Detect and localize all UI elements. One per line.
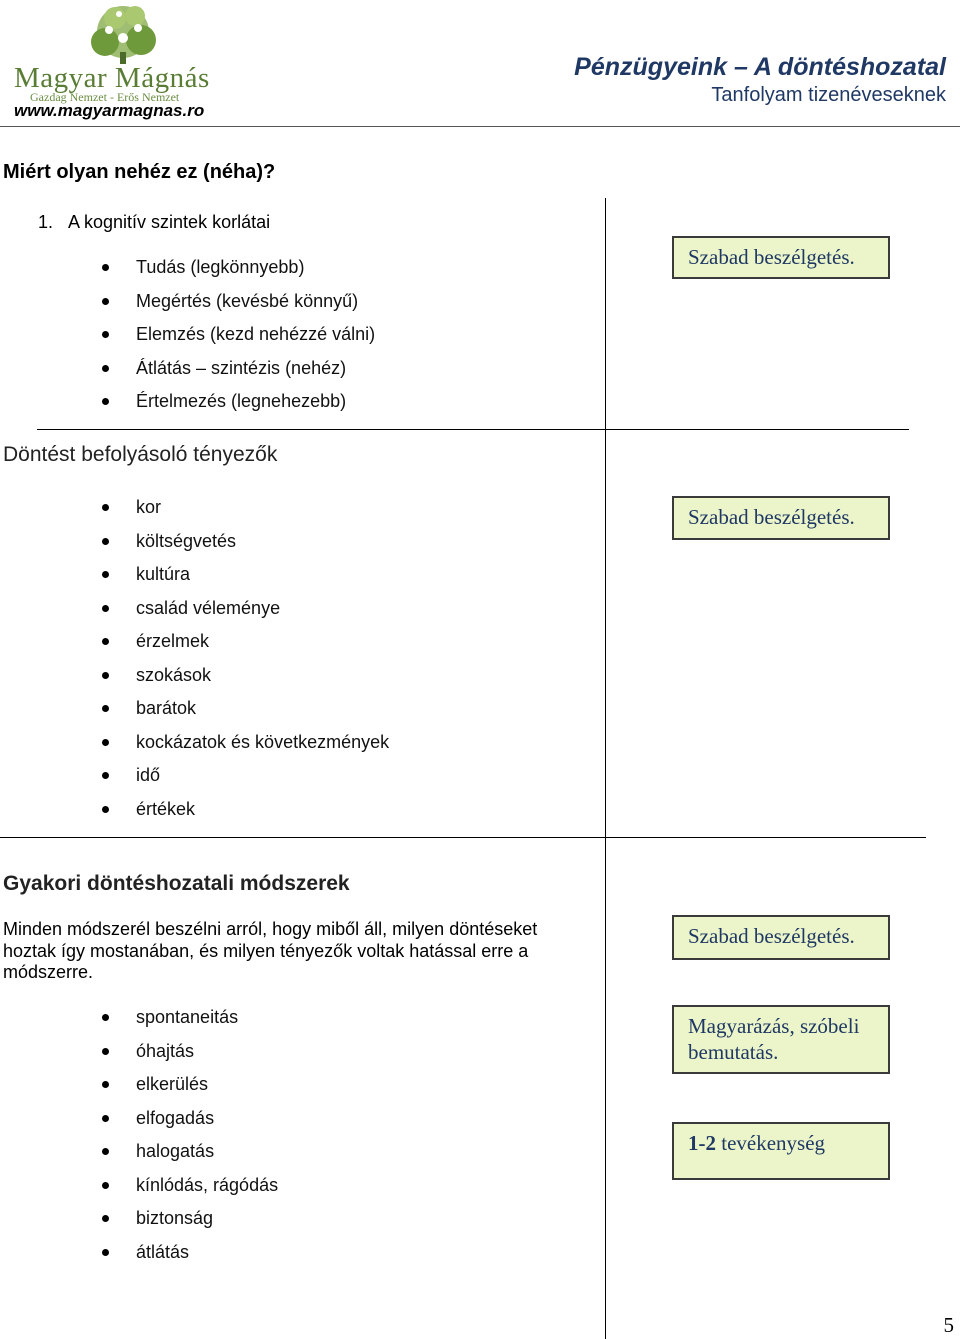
list-item: idő bbox=[0, 765, 389, 799]
list-item: Értelmezés (legnehezebb) bbox=[0, 391, 375, 425]
list-item: Elemzés (kezd nehézzé válni) bbox=[0, 324, 375, 358]
column-divider-3 bbox=[605, 838, 606, 1339]
section-divider-1 bbox=[37, 429, 909, 430]
list-item: szokások bbox=[0, 665, 389, 699]
list-item: érzelmek bbox=[0, 631, 389, 665]
list-item: átlátás bbox=[0, 1242, 278, 1276]
list-item: halogatás bbox=[0, 1141, 278, 1175]
cognitive-levels-list bbox=[0, 257, 375, 425]
list-item: értékek bbox=[0, 799, 389, 833]
decision-methods-list bbox=[0, 1007, 278, 1275]
section1-heading: Miért olyan nehéz ez (néha)? bbox=[3, 161, 276, 183]
note-box-explanation: Magyarázás, szóbeli bemutatás. bbox=[672, 1005, 890, 1074]
activity-count-number: 1-2 bbox=[688, 1131, 716, 1155]
logo-title: Magyar Mágnás bbox=[14, 62, 210, 94]
item-number: 1. bbox=[38, 212, 54, 232]
list-item: kor bbox=[0, 497, 389, 531]
list-item: kínlódás, rágódás bbox=[0, 1175, 278, 1209]
activity-count: 1-2 tevékenység bbox=[688, 1131, 826, 1155]
list-item: kockázatok és következmények bbox=[0, 732, 389, 766]
list-item: barátok bbox=[0, 698, 389, 732]
numbered-item bbox=[38, 212, 270, 233]
document-title: Pénzügyeink – A döntéshozatal bbox=[574, 53, 946, 81]
header-divider bbox=[0, 126, 960, 127]
section3-paragraph: Minden módszerél beszélni arról, hogy miből áll, milyen döntéseket hoztak így mostanában, és milyen tényezők voltak hatással erre a módszerre. bbox=[3, 919, 538, 982]
list-item: kultúra bbox=[0, 564, 389, 598]
note-box-free-discussion-2: Szabad beszélgetés. bbox=[672, 496, 890, 540]
section-divider-2 bbox=[0, 837, 926, 838]
note-box-activity bbox=[672, 1122, 890, 1180]
list-item: Tudás (legkönnyebb) bbox=[0, 257, 375, 291]
list-item: Megértés (kevésbé könnyű) bbox=[0, 291, 375, 325]
list-item: elfogadás bbox=[0, 1108, 278, 1142]
list-item: család véleménye bbox=[0, 598, 389, 632]
list-item: költségvetés bbox=[0, 531, 389, 565]
list-item: Átlátás – szintézis (nehéz) bbox=[0, 358, 375, 392]
section2-heading: Döntést befolyásoló tényezők bbox=[3, 443, 278, 466]
document-subtitle: Tanfolyam tizenéveseknek bbox=[711, 84, 946, 106]
decision-factors-list bbox=[0, 497, 389, 832]
column-divider-1 bbox=[605, 198, 606, 430]
list-item: biztonság bbox=[0, 1208, 278, 1242]
logo-url[interactable]: www.magyarmagnas.ro bbox=[14, 101, 205, 120]
note-box-free-discussion-3: Szabad beszélgetés. bbox=[672, 915, 890, 960]
list-item: spontaneitás bbox=[0, 1007, 278, 1041]
list-item: elkerülés bbox=[0, 1074, 278, 1108]
logo-tagline: Gazdag Nemzet - Erős Nemzet bbox=[30, 90, 180, 104]
column-divider-2 bbox=[605, 430, 606, 838]
list-item: óhajtás bbox=[0, 1041, 278, 1075]
section3-heading: Gyakori döntéshozatali módszerek bbox=[3, 872, 350, 895]
item-label: A kognitív szintek korlátai bbox=[68, 212, 271, 232]
page-number: 5 bbox=[943, 1313, 954, 1337]
note-box-free-discussion-1: Szabad beszélgetés. bbox=[672, 236, 890, 279]
